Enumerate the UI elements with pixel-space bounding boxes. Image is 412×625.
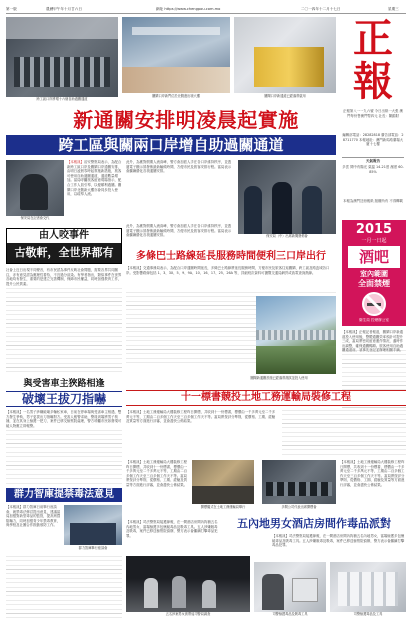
promo-line-2: 全面禁煙 (358, 279, 390, 288)
side-article-lines (6, 288, 122, 374)
article-1-col2: 此外，為應對假期人流高峰，警方會加派人手在各口岸維持秩序，並透過電子顯示屏發佈最新輪候時間，方便市民及旅客安排行程。當局表示會繼續優化各項通關安排。 (126, 160, 232, 174)
main-headline-2-band (6, 135, 336, 155)
top-photo-1 (6, 17, 118, 97)
hotel-article-text-2: 【本報訊】司法警察局接獲線報，在一間酒店房間內拘捕五名內地男女，當場檢獲多包懷疑毒品及吸毒工具。五人涉嫌販毒及吸毒，案件已移送檢察院偵辦，警方表示會繼續打擊毒品犯罪。 (272, 534, 405, 548)
press-photo-caption: 保安局（中）出席新聞發佈會 (266, 234, 308, 238)
tender-photo-2-caption: 多間公司代表出席開標會 (281, 505, 317, 509)
main-headline-1: 新通關安排明凌晨起實施 (73, 108, 299, 132)
mid-left-headline-2-band (6, 391, 122, 407)
promo-footer: 衛生局 控煙辦公室 (359, 318, 389, 322)
tender-photo-1 (192, 460, 254, 504)
bottom-right-photo-caption: 司警檢獲毒品及工具 (353, 612, 383, 616)
weather-text: 多雲 間中有陽光 氣溫 14-21度 濕度 60-85% (342, 165, 404, 174)
website: 網址 https://www.chengpou.com.mo (156, 7, 221, 11)
promo-title: 酒吧 (358, 248, 389, 266)
right-photo (256, 296, 336, 374)
tender-col-left: 【本報訊】土地工務運輸局大樓裝修工程昨日開標，共收到十一份標書，標價由一千多萬元至二千多萬元不等，工期由二百多個工作天至三百多個工作天不等。當局將按評分準則，從價格、工期、經驗及質量等方面進行評審，並會盡快公佈結果。 (126, 460, 188, 487)
weekday: 星期三 (388, 7, 399, 11)
header-strip (6, 6, 406, 14)
masthead-info: 正報第八一一九六號 今日出紙一大張 澳門每份售澳門幣四元 社長：陳錦財 (343, 109, 403, 118)
bus-headline: 多條巴士路線延長服務時間便利三口岸出行 (136, 251, 326, 262)
tender-photo-2 (262, 460, 336, 504)
mid-left-lines (6, 430, 122, 484)
side-headline-2: 古敬軒，全世界都有 (14, 246, 114, 259)
top-photo-2 (122, 17, 230, 93)
mid-left-headline-2: 破壞王拔刀指嚇 (21, 392, 106, 406)
promo-line-1: 室內範圍 (360, 270, 388, 278)
tender-article-lines (282, 410, 406, 458)
article-1-body: 治安警察局表示，為配合新跨工區口岸及關閘口岸通關安排，由明日凌晨零時起實施新措施，旅客可使用自助過關通道，通道數量增加。當局呼籲旅客留意現場指示，配合工作人員引導，以便順利過關。關閘口岸北側新大樓亦會同步投入使用，以疏導人流。 (67, 160, 122, 197)
hotel-photo-1-caption: 五名涉案男女被帶返司警局調查 (165, 612, 211, 616)
press-photo (238, 160, 336, 234)
tender-headline: 十一標書競投土地工務運輸局裝修工程 (181, 392, 351, 403)
masthead-extra: 本報為澳門註冊報紙 版權所有 不得轉載 (343, 199, 403, 203)
masthead-contact: 編輯部電話：28282818 廣告部電話：28711770 本報地址：澳門新馬路廣場大廈十七樓 (342, 133, 404, 147)
masthead-title-1: 正 (353, 15, 393, 62)
weather-title: 天氣報告 (365, 159, 381, 163)
bottom-right-photo (330, 562, 406, 612)
promo-start: 一月一日起 (361, 238, 387, 244)
masthead (340, 17, 406, 217)
tender-photo-1-caption: 開標儀式在土地工務運輸局舉行 (200, 505, 246, 509)
mid-left-headline-1: 與受害車主狹路相逢 (23, 379, 105, 389)
right-column-text: 【本報訊】正報記者報道，關閘口岸新通道投入使用後，整體通關效率預計可提升三成，當局將密切留意運作情況，適時作出調整，確保通關暢順。旅客使用自助過關通道前，須事先登記並辦理相關手續。 (342, 330, 404, 353)
right-photo-caption: 關閘新通關設施已經落實測試並投入使用 (250, 376, 308, 380)
article-1-photo-caption: 保安局在記者會交代 (20, 216, 50, 220)
hotel-photo-2 (254, 562, 326, 612)
page-label: 第一版 (6, 7, 17, 11)
hotel-photo-1 (126, 556, 250, 612)
hotel-article-text: 【本報訊】司法警察局接獲線報，在一間酒店房間內拘捕五名內地男女，當場檢獲多包懷疑毒品及吸毒工具。五人涉嫌販毒及吸毒，案件已移送檢察院偵辦，警方表示會繼續打擊毒品犯罪。 (126, 520, 218, 538)
assoc-article-text: 【本報訊】群力智庫日前舉行座談會，就禁毒法修訂提出意見，建議當局加強對新型毒品的監管，提高刑罰阻嚇力，同時加強青少年禁毒教育，與學校及社團合作推動預防工作。 (6, 505, 61, 528)
promo-box (342, 220, 406, 326)
assoc-photo (64, 505, 122, 545)
hotel-photo-2-caption: 司警檢獲毒品及吸毒工具 (272, 612, 308, 616)
assoc-headline: 群力智庫提禁毒法意見 (6, 488, 122, 502)
masthead-title-2: 報 (353, 58, 393, 105)
lunar-date: 農曆甲午年十月廿六日 (46, 7, 82, 11)
assoc-photo-caption: 群力智庫舉行座談會 (78, 546, 108, 550)
side-headline-box (6, 228, 122, 264)
no-smoking-icon (362, 292, 386, 316)
article-1-tag: 【本報訊】 (67, 160, 84, 164)
bus-article-text: 【本報訊】交通事務局表示，為配合口岸通關時間延長，多條巴士路線將延長服務時間，方便市民及旅客往返關閘、跨工區及路氹城各口岸。受影響路線包括 1、3、3X、5、9、9A、10、16、17、25、26A 等，詳細班次資料可瀏覽交通局網頁或致電查詢熱線。 (126, 266, 330, 275)
side-headline-1: 由人咬事件 (7, 229, 121, 243)
main-headline-2: 跨工區與關兩口岸增自助過關通道 (58, 136, 284, 154)
mid-left-article-text: 【本報訊】一名男子涉嫌破壞多輛私家車，日前在停車場與受害車主相遇，雙方發生爭執，男子更拔出刀指嚇對方。受害人報警求助，警員到場將男子拘捕，並在其身上檢獲一把刀，案件已移交檢察院處理，警方呼籲市民如發現可疑人物應立即報警。 (6, 410, 122, 428)
top-photo-3-caption: 關閘口岸新通道已經落實啟用 (264, 94, 306, 98)
top-photo-1-caption: 跨工區口岸將增十六個自助過關通道 (36, 97, 88, 101)
side-article-text: 社會上近日出現不同聲音，有市民認為事件反映社會問題，需要各界共同關注，亦有意見認為應理性看待，不宜過分渲染。有學者指出，類似事件在世界各地均有發生，重要的是建立完善機制，保障市民權益，同時加強教育工作，提升公民質素。 (6, 268, 122, 286)
promo-year: 2015 (355, 222, 393, 237)
article-1-col3: 此外，為應對假期人流高峰，警方會加派人手在各口岸維持秩序，並透過電子顯示屏發佈最新輪候時間，方便市民及旅客安排行程。當局表示會繼續優化各項通關安排。 (126, 224, 232, 238)
tender-article-text: 【本報訊】土地工務運輸局大樓裝修工程昨日開標，共收到十一份標書，標價由一千多萬元至二千多萬元不等，工期由二百多個工作天至三百多個工作天不等。當局將按評分準則，從價格、工期、經驗及質量等方面進行評審，並會盡快公佈結果。 (126, 410, 276, 424)
issue-date: 二〇一四年十二月十七日 (301, 7, 341, 11)
tender-headline-band (126, 390, 406, 406)
article-1-photo (6, 160, 64, 216)
article-1-text (67, 160, 122, 220)
top-photo-3 (234, 17, 336, 93)
tender-col-right: 【本報訊】土地工務運輸局大樓裝修工程昨日開標，共收到十一份標書，標價由一千多萬元至二千多萬元不等，工期由二百多個工作天至三百多個工作天不等。當局將按評分準則，從價格、工期、經驗及質量等方面進行評審，並會盡快公佈結果。 (340, 460, 405, 487)
assoc-lines (6, 556, 122, 618)
top-photo-2-caption: 關閘口岸新門位於北側進出境大樓 (152, 94, 200, 98)
hotel-headline: 五內地男女酒店房間作毒品派對 (237, 517, 391, 530)
